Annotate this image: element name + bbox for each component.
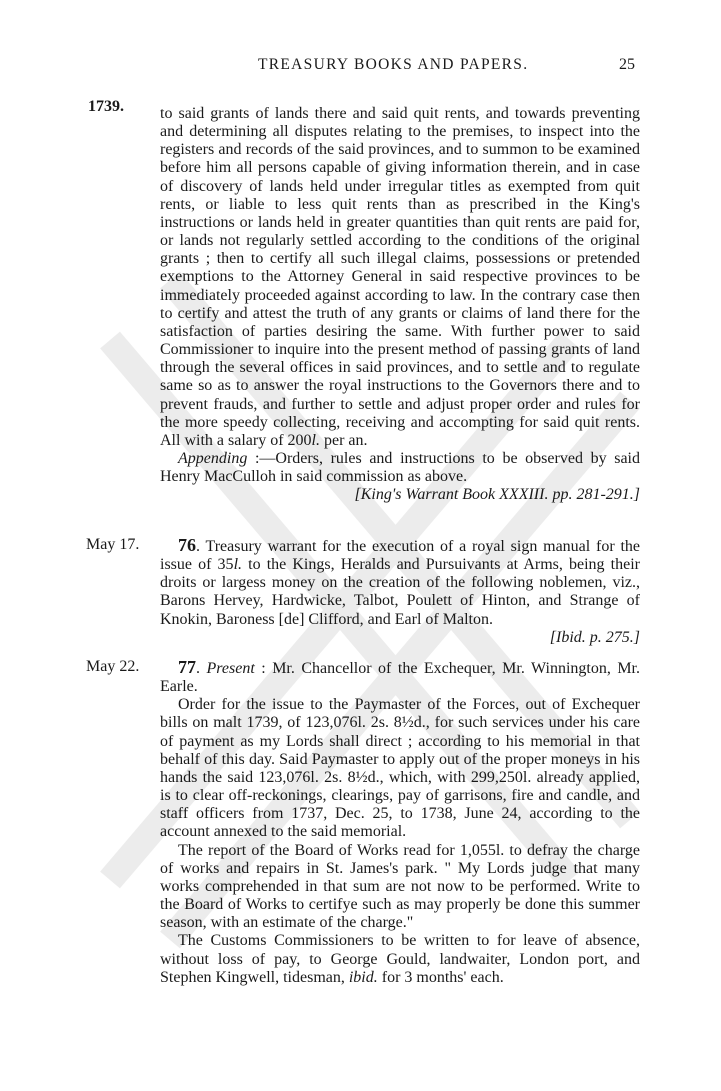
entry-number: 76 <box>178 535 196 555</box>
page-number: 25 <box>619 56 635 73</box>
reference-citation: [Ibid. p. 275.] <box>549 628 640 646</box>
entry-77 <box>160 658 640 987</box>
appending-paragraph: Appending :—Orders, rules and instructions to be observed by said Henry MacCulloh in said commission as above. <box>160 449 640 486</box>
present-paragraph: 77. Present : Mr. Chancellor of the Exchequer, Mr. Winnington, Mr. Earle. <box>160 657 641 696</box>
order-paragraph: Order for the issue to the Paymaster of the Forces, out of Exchequer bills on malt 1739, of 123,076l. 2s. 8½d., for such services under his care of payment as my Lords shall direct ; according to his memorial in that behalf of this day. Said Paymaster to apply out of the proper moneys in his hands the said 123,076l. 2s. 8½d., which, with 299,250l. already applied, is to clear off-reckonings, clearings, pay of garrisons, fire and candle, and staff officers from 1737, Dec. 25, to 1738, June 24, according to the account annexed to the said memorial. <box>160 696 640 841</box>
entry-continued-paragraph: to said grants of lands there and said quit rents, and towards preventing and determining all disputes relating to the premises, to inspect into the registers and records of the said provinces, and to summon to be examined before him all persons capable of giving information therein, and in case of discovery of lands held under irregular titles as exempted from quit rents, or liable to less quit rents than as prescribed in the King's instructions or lands held in greater quantities than quit rents are paid for, or lands not regularly settled according to the conditions of the original grants ; then to certify all such illegal claims, possessions or pretended exemptions to the Attorney General in said respective provinces to be immediately proceeded against according to law. In the contrary case then to certify and attest the truth of any grants or claims of land there for the satisfaction of parties desiring the same. With further power to said Commissioner to inquire into the present method of passing grants of land through the several offices in said provinces, and to settle and to regulate same so as to answer the royal instructions to the Governors there and to prevent frauds, and further to settle and adjust proper order and rules for the more speedy collecting, receiving and accompting for said quit rents. All with a salary of 200l. per an. <box>160 105 640 449</box>
entry-77-date: May 22. <box>86 658 140 675</box>
entry-76-date: May 17. <box>86 536 140 553</box>
entry-continued <box>160 105 640 504</box>
entry-76 <box>160 536 640 647</box>
reference-citation: [King's Warrant Book XXXIII. pp. 281-291.] <box>354 486 640 504</box>
works-paragraph: The report of the Board of Works read for 1,055l. to defray the charge of works and repairs in St. James's park. " My Lords judge that many works comprehended in that sum are not now to be performed. Write to the Board of Works to certifye such as may properly be done this summer season, with an estimate of the charge." <box>160 841 640 932</box>
running-title: TREASURY BOOKS AND PAPERS. <box>258 56 529 73</box>
entry-76-paragraph: 76. Treasury warrant for the execution of a royal sign manual for the issue of 35l. to the Kings, Heralds and Pursuivants at Arms, being their droits or largess money on the creation of the following noblemen, viz., Barons Hervey, Hardwicke, Talbot, Poulett of Hinton, and Strange of Knokin, Baroness [de] Clifford, and Earl of Malton. <box>160 535 640 628</box>
entry-number: 77 <box>178 657 196 677</box>
appending-label: Appending <box>178 449 248 467</box>
present-label: Present <box>206 660 255 677</box>
running-header <box>0 56 721 80</box>
customs-paragraph: The Customs Commissioners to be written to for leave of absence, without loss of pay, to George Gould, landwaiter, London port, and Stephen Kingwell, tidesman, ibid. for 3 months' each. <box>160 932 640 986</box>
year-margin: 1739. <box>88 98 124 115</box>
